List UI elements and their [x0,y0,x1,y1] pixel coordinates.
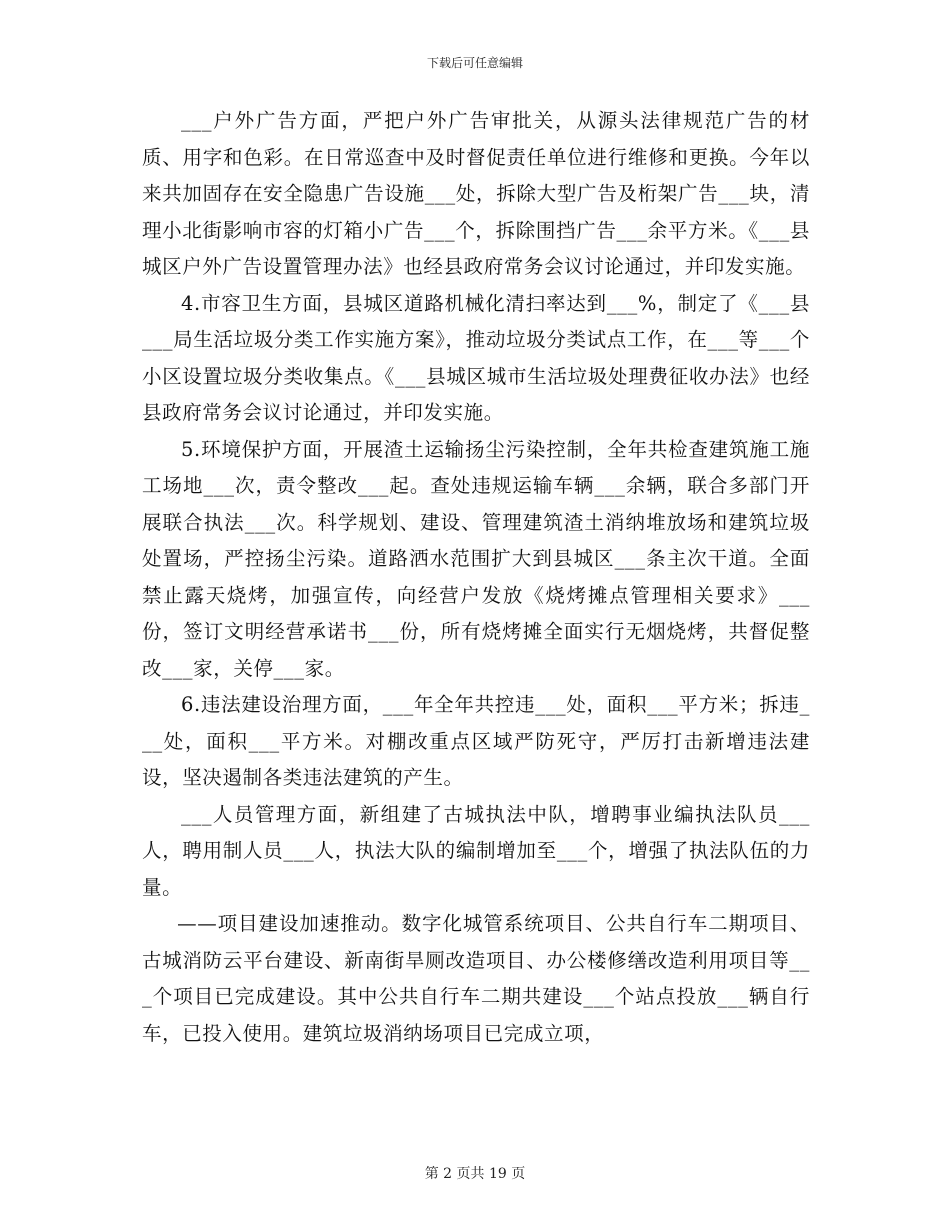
document-body [142,103,810,1052]
paragraph-illegal-construction: 6.违法建设治理方面，___年全年共控违___处，面积___平方米；拆违___处，面积___平方米。对棚改重点区域严防死守，严厉打击新增违法建设，坚决遏制各类违法建筑的产生。 [142,693,810,789]
paragraph-personnel-management: ___人员管理方面，新组建了古城执法中队，增聘事业编执法队员___人，聘用制人员___人，执法大队的编制增加至___个，增强了执法队伍的力量。 [142,802,810,899]
page-footer: 第 2 页共 19 页 [424,1166,526,1182]
paragraph-environmental-protection: 5.环境保护方面，开展渣土运输扬尘污染控制，全年共检查建筑施工施工场地___次，责令整改___起。查处违规运输车辆___余辆，联合多部门开展联合执法___次。科学规划、建设、管理建筑渣土消纳堆放场和建筑垃圾处置场，严控扬尘污染。道路洒水范围扩大到县城区___条主次干道。全面禁止露天烧烤，加强宣传，向经营户发放《烧烤摊点管理相关要求》___份，签订文明经营承诺书___份，所有烧烤摊全面实行无烟烧烤，共督促整改___家，关停___家。 [142,437,810,680]
page-header: 下载后可任意编辑 [426,56,523,70]
paragraph-city-sanitation: 4.市容卫生方面，县城区道路机械化清扫率达到___%，制定了《___县___局生活垃圾分类工作实施方案》，推动垃圾分类试点工作，在___等___个小区设置垃圾分类收集点。《___县城区城市生活垃圾处理费征收办法》也经县政府常务会议讨论通过，并印发实施。 [142,291,810,424]
paragraph-outdoor-advertising: ___户外广告方面，严把户外广告审批关，从源头法律规范广告的材质、用字和色彩。在日常巡查中及时督促责任单位进行维修和更换。今年以来共加固存在安全隐患广告设施___处，拆除大型广告及桁架广告___块，清理小北街影响市容的灯箱小广告___个，拆除围挡广告___余平方米。《___县城区户外广告设置管理办法》也经县政府常务会议讨论通过，并印发实施。 [142,109,810,278]
paragraph-project-construction: ——项目建设加速推动。数字化城管系统项目、公共自行车二期项目、古城消防云平台建设、新南街旱厕改造项目、办公楼修缮改造利用项目等___个项目已完成建设。其中公共自行车二期共建设___个站点投放___辆自行车，已投入使用。建筑垃圾消纳场项目已完成立项， [142,912,810,1045]
